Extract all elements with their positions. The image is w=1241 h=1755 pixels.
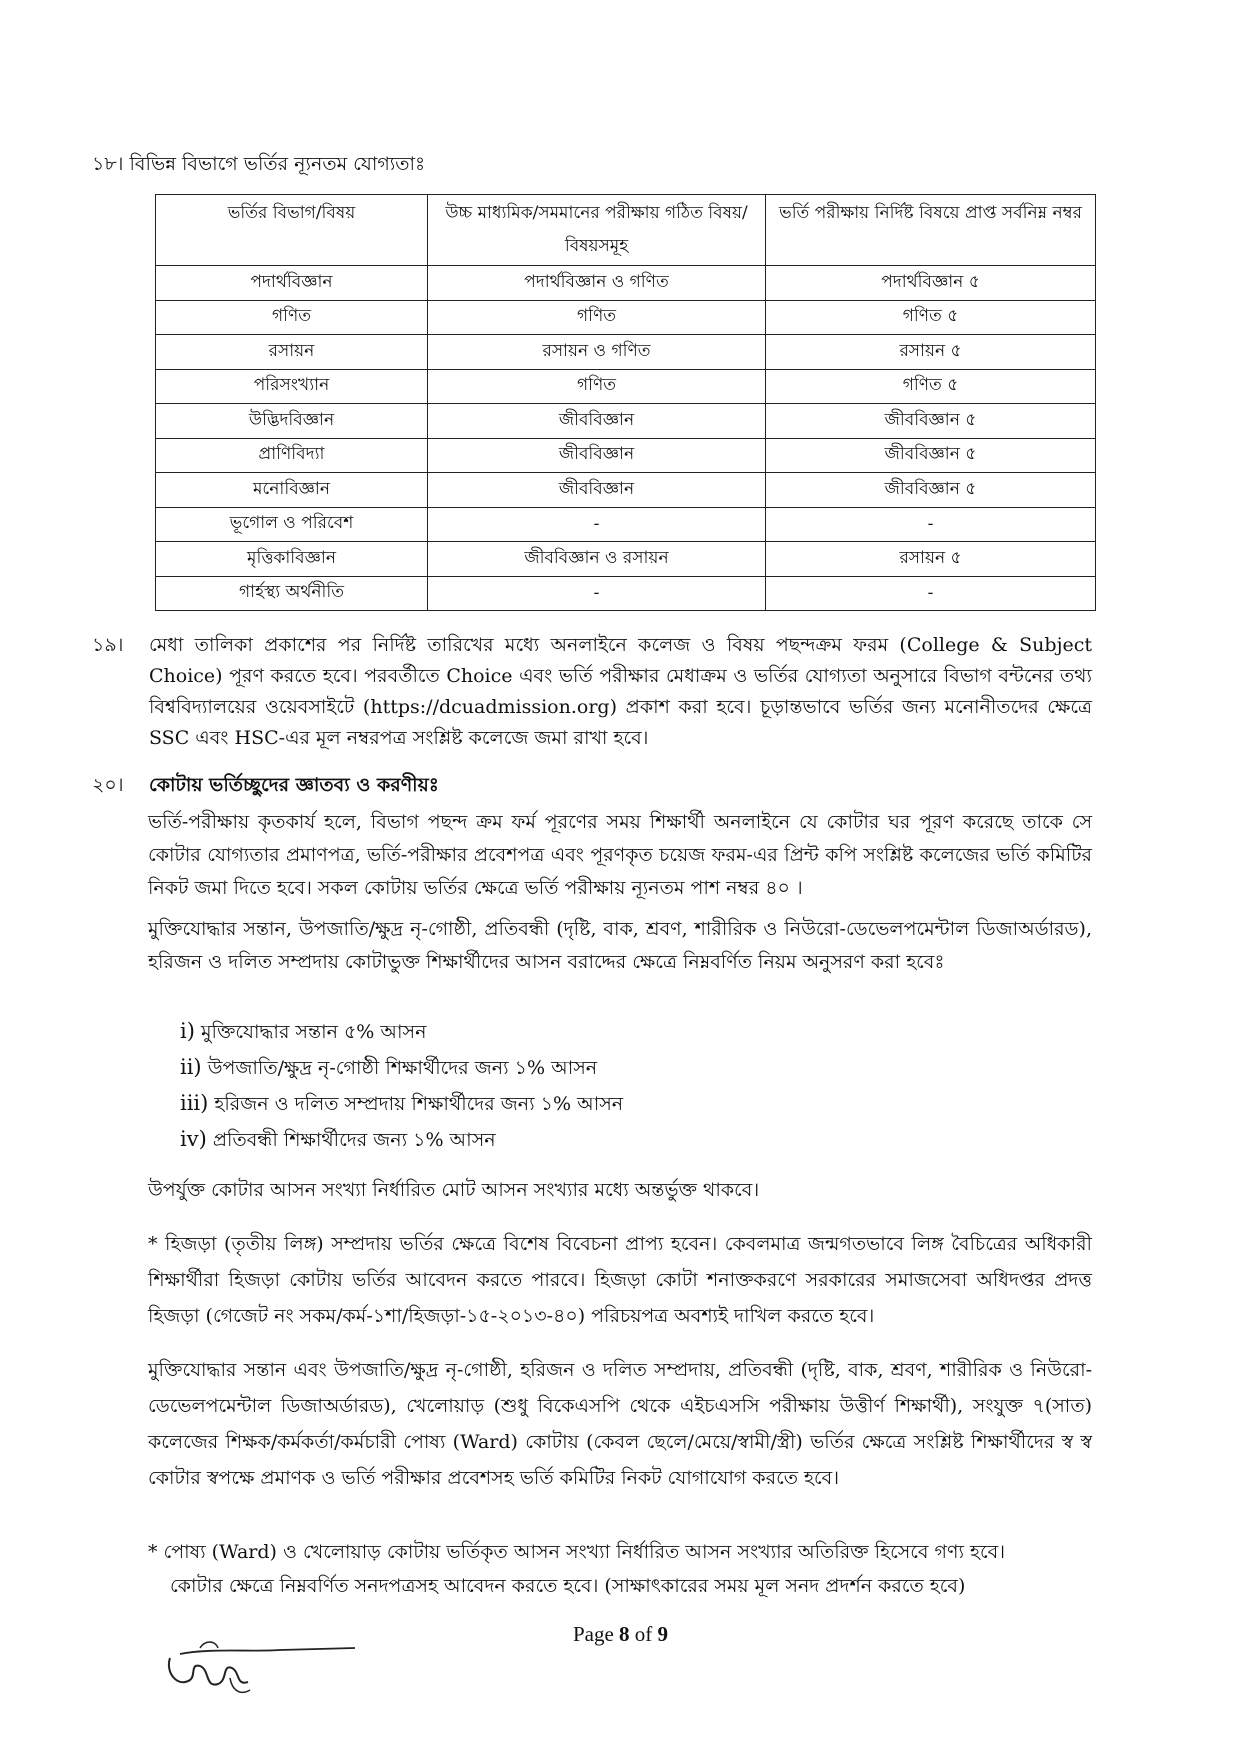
admission-requirements-table [155, 194, 1096, 611]
certificate-note: কোটার ক্ষেত্রে নিম্নবর্ণিত সনদপত্রসহ আবেদন করতে হবে। (সাক্ষাৎকারের সময় মূল সনদ প্রদর্শন করতে হবে) [170, 1575, 966, 1597]
table-cell: - [428, 507, 766, 542]
table-cell: গার্হস্থ্য অর্থনীতি [156, 576, 428, 611]
section-19 [92, 630, 1092, 754]
page-footer [0, 1622, 1241, 1647]
table-cell: উদ্ভিদবিজ্ঞান [156, 404, 428, 439]
table-cell: জীববিজ্ঞান ৫ [766, 404, 1096, 439]
table-cell: - [766, 507, 1096, 542]
hijra-quota-note: * হিজড়া (তৃতীয় লিঙ্গ) সম্প্রদায় ভর্তির ক্ষেত্রে বিশেষ বিবেচনা প্রাপ্য হবেন। কেবলমাত্র জন্মগতভাবে লিঙ্গ বৈচিত্রের অধিকারী শিক্ষার্থীরা হিজড়া কোটায় ভর্তির আবেদন করতে পারবে। হিজড়া কোটা শনাক্তকরণে সরকারের সমাজসেবা অধিদপ্তর প্রদত্ত হিজড়া (গেজেট নং সকম/কর্ম-১শা/হিজড়া-১৫-২০১৩-৪০) পরিচয়পত্র অবশ্যই দাখিল করতে হবে। [148, 1233, 1092, 1327]
quota-paragraph-3: উপর্যুক্ত কোটার আসন সংখ্যা নির্ধারিত মোট আসন সংখ্যার মধ্যে অন্তর্ভুক্ত থাকবে। [148, 1179, 760, 1201]
table-cell: জীববিজ্ঞান [428, 438, 766, 473]
table-row [156, 266, 1096, 301]
table-cell: জীববিজ্ঞান ৫ [766, 473, 1096, 508]
list-item: i) মুক্তিযোদ্ধার সন্তান ৫% আসন [180, 1019, 427, 1043]
total-pages-number: 9 [657, 1622, 669, 1646]
section-20-heading-row [92, 770, 1092, 801]
column-header: ভর্তির বিভাগ/বিষয় [156, 195, 428, 266]
table-cell: রসায়ন ৫ [766, 335, 1096, 370]
ward-quota-note: * পোষ্য (Ward) ও খেলোয়াড় কোটায় ভর্তিকৃত আসন সংখ্যা নির্ধারিত আসন সংখ্যার অতিরিক্ত হিসেবে গণ্য হবে। [148, 1541, 1006, 1563]
table-cell: গণিত [428, 369, 766, 404]
table-cell: ভূগোল ও পরিবেশ [156, 507, 428, 542]
table-row [156, 369, 1096, 404]
table-row [156, 576, 1096, 611]
table-cell: জীববিজ্ঞান ৫ [766, 438, 1096, 473]
section-number: ২০। [92, 774, 124, 796]
list-item: iii) হরিজন ও দলিত সম্প্রদায় শিক্ষার্থীদের জন্য ১% আসন [180, 1091, 624, 1115]
table-cell: রসায়ন [156, 335, 428, 370]
table-cell: পদার্থবিজ্ঞান [156, 266, 428, 301]
list-item: ii) উপজাতি/ক্ষুদ্র নৃ-গোষ্ঠী শিক্ষার্থীদের জন্য ১% আসন [180, 1055, 598, 1079]
table-cell: গণিত ৫ [766, 369, 1096, 404]
table-row [156, 542, 1096, 577]
quota-paragraph-2: মুক্তিযোদ্ধার সন্তান, উপজাতি/ক্ষুদ্র নৃ-গোষ্ঠী, প্রতিবন্ধী (দৃষ্টি, বাক, শ্রবণ, শারীরিক ও নিউরো-ডেভেলপমেন্টাল ডিজাঅর্ডারড), হরিজন ও দলিত সম্প্রদায় কোটাভুক্ত শিক্ষার্থীদের আসন বরাদ্দের ক্ষেত্রে নিম্নবর্ণিত নিয়ম অনুসরণ করা হবেঃ [148, 918, 1092, 973]
table-cell: গণিত [428, 300, 766, 335]
table-cell: পদার্থবিজ্ঞান ৫ [766, 266, 1096, 301]
table-row [156, 507, 1096, 542]
table-cell: - [766, 576, 1096, 611]
table-cell: গণিত [156, 300, 428, 335]
table-cell: গণিত ৫ [766, 300, 1096, 335]
quota-paragraph-1: ভর্তি-পরীক্ষায় কৃতকার্য হলে, বিভাগ পছন্দ ক্রম ফর্ম পূরণের সময় শিক্ষার্থী অনলাইনে যে কোটার ঘর পূরণ করেছে তাকে সে কোটার যোগ্যতার প্রমাণপত্র, ভর্তি-পরীক্ষার প্রবেশপত্র এবং পূরণকৃত চয়েজ ফরম-এর প্রিন্ট কপি সংশ্লিষ্ট কলেজের ভর্তি কমিটির নিকট জমা দিতে হবে। সকল কোটায় ভর্তির ক্ষেত্রে ভর্তি পরীক্ষায় ন্যূনতম পাশ নম্বর ৪০ । [148, 811, 1092, 899]
table-cell: প্রাণিবিদ্যা [156, 438, 428, 473]
table-cell: পদার্থবিজ্ঞান ও গণিত [428, 266, 766, 301]
table-cell: মৃত্তিকাবিজ্ঞান [156, 542, 428, 577]
page-label: Page [572, 1622, 614, 1646]
table-cell: - [428, 576, 766, 611]
table-row [156, 438, 1096, 473]
list-item: iv) প্রতিবন্ধী শিক্ষার্থীদের জন্য ১% আসন [180, 1127, 496, 1151]
table-cell: রসায়ন ও গণিত [428, 335, 766, 370]
table-cell: পরিসংখ্যান [156, 369, 428, 404]
table-cell: মনোবিজ্ঞান [156, 473, 428, 508]
table-row [156, 300, 1096, 335]
table-cell: জীববিজ্ঞান [428, 404, 766, 439]
section-20-heading: কোটায় ভর্তিচ্ছুদের জ্ঞাতব্য ও করণীয়ঃ [149, 774, 439, 796]
table-row [156, 404, 1096, 439]
current-page-number: 8 [619, 1622, 630, 1646]
quota-paragraph-5: মুক্তিযোদ্ধার সন্তান এবং উপজাতি/ক্ষুদ্র নৃ-গোষ্ঠী, হরিজন ও দলিত সম্প্রদায়, প্রতিবন্ধী (দৃষ্টি, বাক, শ্রবণ, শারীরিক ও নিউরো-ডেভেলপমেন্টাল ডিজাঅর্ডারড), খেলোয়াড় (শুধু বিকেএসপি থেকে এইচএসসি পরীক্ষায় উত্তীর্ণ শিক্ষার্থী), সংযুক্ত ৭(সাত) কলেজের শিক্ষক/কর্মকর্তা/কর্মচারী পোষ্য (Ward) কোটায় (কেবল ছেলে/মেয়ে/স্বামী/স্ত্রী) ভর্তির ক্ষেত্রে সংশ্লিষ্ট শিক্ষার্থীদের স্ব স্ব কোটার স্বপক্ষে প্রমাণক ও ভর্তি পরীক্ষার প্রবেশসহ ভর্তি কমিটির নিকট যোগাযোগ করতে হবে। [148, 1359, 1092, 1489]
column-header: উচ্চ মাধ্যমিক/সমমানের পরীক্ষায় গঠিত বিষয়/বিষয়সমূহ [428, 195, 766, 266]
section-number: ১৯। [92, 634, 124, 656]
table-row [156, 335, 1096, 370]
column-header: ভর্তি পরীক্ষায় নির্দিষ্ট বিষয়ে প্রাপ্ত সর্বনিম্ন নম্বর [766, 195, 1096, 266]
section-19-text: মেধা তালিকা প্রকাশের পর নির্দিষ্ট তারিখের মধ্যে অনলাইনে কলেজ ও বিষয় পছন্দক্রম ফরম (College & Subject Choice) পূরণ করতে হবে। পরবর্তীতে Choice এবং ভর্তি পরীক্ষার মেধাক্রম ও ভর্তির যোগ্যতা অনুসারে বিভাগ বন্টনের তথ্য বিশ্ববিদ্যালয়ের ওয়েবসাইটে (https://dcuadmission.org) প্রকাশ করা হবে। চূড়ান্তভাবে ভর্তির জন্য মনোনীতদের ক্ষেত্রে SSC এবং HSC-এর মূল নম্বরপত্র সংশ্লিষ্ট কলেজে জমা রাখা হবে। [149, 634, 1092, 749]
page-of-label: of [634, 1622, 653, 1646]
table-cell: জীববিজ্ঞান [428, 473, 766, 508]
table-header-row [156, 195, 1096, 266]
table-row [156, 473, 1096, 508]
table-cell: জীববিজ্ঞান ও রসায়ন [428, 542, 766, 577]
section-18-heading: ১৮। বিভিন্ন বিভাগে ভর্তির ন্যূনতম যোগ্যতাঃ [92, 153, 426, 175]
table-cell: রসায়ন ৫ [766, 542, 1096, 577]
